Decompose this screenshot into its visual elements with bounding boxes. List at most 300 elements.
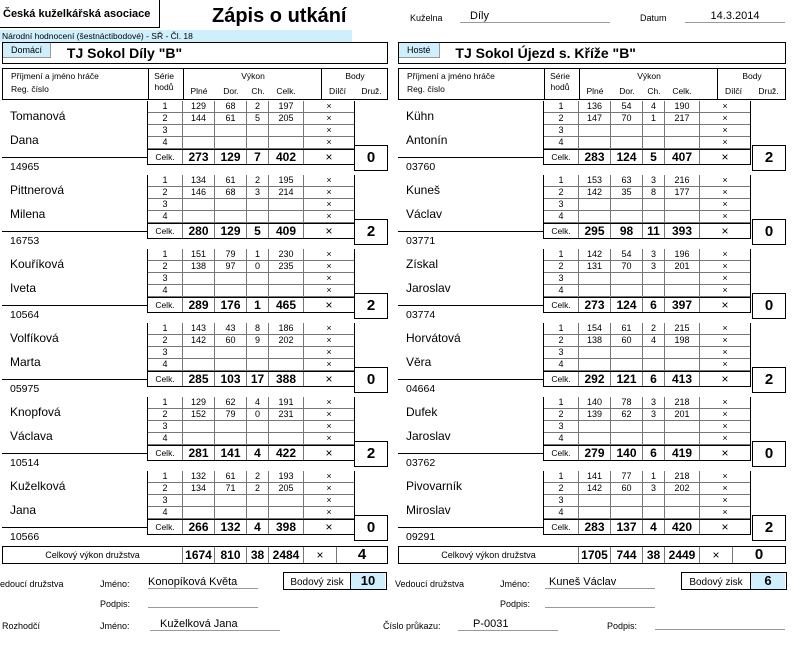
series-num: 2 bbox=[148, 409, 183, 420]
player-block bbox=[398, 101, 786, 173]
player-reg-number: 09291 bbox=[406, 531, 436, 543]
plne-cell[interactable]: 134 bbox=[183, 175, 215, 186]
total-dor: 124 bbox=[611, 150, 643, 164]
home-total-plne: 1674 bbox=[183, 547, 215, 563]
dor-cell[interactable]: 60 bbox=[611, 335, 643, 346]
plne-cell[interactable] bbox=[183, 347, 215, 358]
celk-cell[interactable]: 202 bbox=[665, 483, 700, 494]
dilci-x: × bbox=[722, 347, 728, 357]
celk-cell[interactable] bbox=[665, 137, 700, 148]
celk-cell[interactable]: 217 bbox=[665, 113, 700, 124]
ch-cell[interactable]: 0 bbox=[247, 261, 269, 272]
celk-cell[interactable] bbox=[665, 507, 700, 518]
celk-cell[interactable]: 230 bbox=[269, 249, 304, 260]
celk-cell[interactable]: 216 bbox=[665, 175, 700, 186]
header-serie1: Série bbox=[154, 71, 174, 81]
total-x: × bbox=[325, 224, 333, 238]
ch-cell[interactable] bbox=[247, 495, 269, 506]
dor-cell[interactable]: 78 bbox=[611, 397, 643, 408]
referee-signature-field[interactable] bbox=[655, 620, 785, 630]
row-separator bbox=[2, 231, 147, 232]
dor-cell[interactable]: 62 bbox=[215, 397, 247, 408]
dor-cell[interactable]: 62 bbox=[611, 409, 643, 420]
ch-cell[interactable]: 2 bbox=[247, 175, 269, 186]
ch-cell[interactable]: 1 bbox=[643, 471, 665, 482]
series-row bbox=[148, 335, 354, 347]
away-total-dor: 744 bbox=[611, 547, 643, 563]
celk-cell[interactable]: 177 bbox=[665, 187, 700, 198]
ch-cell[interactable] bbox=[247, 273, 269, 284]
celk-cell[interactable]: 214 bbox=[269, 187, 304, 198]
series-table bbox=[543, 471, 751, 535]
away-leader-field[interactable]: Kuneš Václav bbox=[545, 576, 655, 589]
date-field[interactable]: 14.3.2014 bbox=[685, 10, 785, 23]
dor-cell[interactable]: 68 bbox=[215, 187, 247, 198]
celk-cell[interactable] bbox=[269, 433, 304, 444]
celk-cell[interactable]: 201 bbox=[665, 261, 700, 272]
home-total-ch: 38 bbox=[247, 547, 269, 563]
plne-cell[interactable]: 140 bbox=[579, 397, 611, 408]
series-num: 1 bbox=[148, 397, 183, 408]
dilci-x: × bbox=[722, 335, 728, 345]
dor-cell[interactable]: 97 bbox=[215, 261, 247, 272]
dilci-x: × bbox=[326, 101, 332, 111]
celk-cell[interactable] bbox=[269, 211, 304, 222]
plne-cell[interactable] bbox=[579, 507, 611, 518]
dor-cell[interactable]: 54 bbox=[611, 101, 643, 112]
dor-cell[interactable] bbox=[215, 125, 247, 136]
dor-cell[interactable]: 77 bbox=[611, 471, 643, 482]
player-block bbox=[2, 249, 388, 321]
plne-cell[interactable]: 152 bbox=[183, 409, 215, 420]
dor-cell[interactable] bbox=[215, 507, 247, 518]
dilci-x: × bbox=[722, 175, 728, 185]
total-celk: 420 bbox=[665, 520, 700, 534]
header-dilci: Dílčí bbox=[725, 86, 742, 96]
plne-cell[interactable] bbox=[183, 507, 215, 518]
dor-cell[interactable]: 68 bbox=[215, 101, 247, 112]
plne-cell[interactable] bbox=[183, 125, 215, 136]
plne-cell[interactable]: 144 bbox=[183, 113, 215, 124]
home-tag: Domácí bbox=[3, 43, 51, 58]
celk-cell[interactable] bbox=[665, 211, 700, 222]
plne-cell[interactable]: 141 bbox=[579, 471, 611, 482]
plne-cell[interactable] bbox=[183, 421, 215, 432]
prukaz-field[interactable]: P-0031 bbox=[458, 618, 558, 631]
datum-label: Datum bbox=[640, 13, 667, 23]
ch-cell[interactable] bbox=[247, 125, 269, 136]
plne-cell[interactable] bbox=[579, 199, 611, 210]
away-signature-field[interactable] bbox=[545, 598, 655, 608]
series-num: 2 bbox=[544, 409, 579, 420]
total-ch: 4 bbox=[247, 446, 269, 460]
dor-cell[interactable] bbox=[215, 273, 247, 284]
ch-cell[interactable] bbox=[643, 421, 665, 432]
ch-cell[interactable]: 4 bbox=[643, 335, 665, 346]
dor-cell[interactable] bbox=[215, 199, 247, 210]
dor-cell[interactable] bbox=[611, 433, 643, 444]
series-num: 4 bbox=[148, 285, 183, 296]
ch-cell[interactable]: 2 bbox=[247, 483, 269, 494]
ch-cell[interactable]: 4 bbox=[643, 101, 665, 112]
dor-cell[interactable] bbox=[611, 495, 643, 506]
plne-cell[interactable]: 153 bbox=[579, 175, 611, 186]
dor-cell[interactable] bbox=[611, 273, 643, 284]
celk-cell[interactable] bbox=[665, 495, 700, 506]
header-body: Body bbox=[742, 71, 762, 81]
ch-cell[interactable] bbox=[643, 137, 665, 148]
plne-cell[interactable]: 142 bbox=[183, 335, 215, 346]
dor-cell[interactable] bbox=[611, 137, 643, 148]
celk-cell[interactable] bbox=[665, 285, 700, 296]
away-team-bar bbox=[398, 42, 786, 64]
plne-cell[interactable]: 142 bbox=[579, 249, 611, 260]
total-x: × bbox=[721, 520, 729, 534]
dilci-x: × bbox=[326, 483, 332, 493]
header-divider bbox=[183, 69, 184, 99]
ch-cell[interactable] bbox=[643, 347, 665, 358]
team-points: 2 bbox=[354, 219, 388, 245]
plne-cell[interactable]: 151 bbox=[183, 249, 215, 260]
plne-cell[interactable] bbox=[579, 273, 611, 284]
dor-cell[interactable]: 71 bbox=[215, 483, 247, 494]
plne-cell[interactable]: 143 bbox=[183, 323, 215, 334]
plne-cell[interactable] bbox=[183, 273, 215, 284]
ch-cell[interactable]: 8 bbox=[643, 187, 665, 198]
dor-cell[interactable] bbox=[215, 495, 247, 506]
celk-cell[interactable]: 193 bbox=[269, 471, 304, 482]
ch-cell[interactable]: 1 bbox=[247, 249, 269, 260]
ch-cell[interactable] bbox=[643, 495, 665, 506]
total-dor: 98 bbox=[611, 224, 643, 238]
plne-cell[interactable]: 142 bbox=[579, 187, 611, 198]
ch-cell[interactable] bbox=[643, 125, 665, 136]
total-x: × bbox=[721, 150, 729, 164]
series-num: 3 bbox=[544, 421, 579, 432]
ch-cell[interactable] bbox=[643, 433, 665, 444]
ch-cell[interactable] bbox=[643, 273, 665, 284]
player-reg-number: 10566 bbox=[10, 531, 40, 543]
celk-cell[interactable] bbox=[269, 125, 304, 136]
celk-cell[interactable] bbox=[665, 421, 700, 432]
dor-cell[interactable] bbox=[215, 359, 247, 370]
ch-cell[interactable] bbox=[643, 199, 665, 210]
plne-cell[interactable] bbox=[183, 137, 215, 148]
ch-cell[interactable] bbox=[247, 433, 269, 444]
dor-cell[interactable] bbox=[611, 199, 643, 210]
plne-cell[interactable]: 138 bbox=[579, 335, 611, 346]
celk-cell[interactable] bbox=[269, 507, 304, 518]
celk-cell[interactable] bbox=[665, 199, 700, 210]
away-leader-name-label: Jméno: bbox=[500, 579, 530, 589]
ch-cell[interactable]: 5 bbox=[247, 113, 269, 124]
plne-cell[interactable] bbox=[579, 359, 611, 370]
home-signature-label: Podpis: bbox=[100, 599, 131, 609]
ch-cell[interactable] bbox=[643, 285, 665, 296]
away-tag: Hosté bbox=[399, 43, 440, 58]
dor-cell[interactable]: 43 bbox=[215, 323, 247, 334]
ch-cell[interactable]: 4 bbox=[247, 397, 269, 408]
celk-cell[interactable] bbox=[665, 125, 700, 136]
series-num: 2 bbox=[148, 187, 183, 198]
ch-cell[interactable]: 3 bbox=[643, 175, 665, 186]
ch-cell[interactable] bbox=[247, 421, 269, 432]
plne-cell[interactable] bbox=[183, 359, 215, 370]
total-ch: 4 bbox=[247, 520, 269, 534]
home-signature-field[interactable] bbox=[148, 598, 258, 608]
header-celk: Celk. bbox=[276, 86, 296, 96]
plne-cell[interactable] bbox=[579, 125, 611, 136]
ch-cell[interactable]: 3 bbox=[643, 397, 665, 408]
ch-cell[interactable]: 2 bbox=[247, 101, 269, 112]
dilci-x: × bbox=[722, 433, 728, 443]
dor-cell[interactable]: 79 bbox=[215, 249, 247, 260]
dor-cell[interactable] bbox=[611, 125, 643, 136]
ch-cell[interactable] bbox=[643, 507, 665, 518]
dor-cell[interactable]: 63 bbox=[611, 175, 643, 186]
celk-cell[interactable] bbox=[269, 199, 304, 210]
dor-cell[interactable]: 70 bbox=[611, 261, 643, 272]
celk-cell[interactable]: 197 bbox=[269, 101, 304, 112]
dor-cell[interactable]: 60 bbox=[215, 335, 247, 346]
dor-cell[interactable]: 61 bbox=[215, 471, 247, 482]
dor-cell[interactable]: 61 bbox=[215, 113, 247, 124]
plne-cell[interactable]: 134 bbox=[183, 483, 215, 494]
total-plne: 273 bbox=[183, 150, 215, 164]
total-label: Celk. bbox=[148, 520, 183, 534]
player-firstname: Jana bbox=[10, 503, 37, 517]
total-ch: 5 bbox=[643, 150, 665, 164]
dilci-x: × bbox=[326, 421, 332, 431]
ch-cell[interactable] bbox=[247, 507, 269, 518]
celk-cell[interactable]: 191 bbox=[269, 397, 304, 408]
plne-cell[interactable] bbox=[183, 495, 215, 506]
dor-cell[interactable] bbox=[611, 359, 643, 370]
series-num: 3 bbox=[544, 347, 579, 358]
plne-cell[interactable]: 147 bbox=[579, 113, 611, 124]
celk-cell[interactable]: 215 bbox=[665, 323, 700, 334]
celk-cell[interactable] bbox=[269, 359, 304, 370]
celk-cell[interactable]: 190 bbox=[665, 101, 700, 112]
series-table bbox=[543, 323, 751, 387]
plne-cell[interactable]: 142 bbox=[579, 483, 611, 494]
series-table bbox=[147, 471, 355, 535]
celk-cell[interactable]: 205 bbox=[269, 483, 304, 494]
dor-cell[interactable] bbox=[611, 507, 643, 518]
plne-cell[interactable] bbox=[579, 495, 611, 506]
dor-cell[interactable] bbox=[215, 211, 247, 222]
series-num: 1 bbox=[544, 471, 579, 482]
player-firstname: Antonín bbox=[406, 133, 448, 147]
plne-cell[interactable] bbox=[183, 199, 215, 210]
series-table bbox=[147, 175, 355, 239]
dor-cell[interactable]: 70 bbox=[611, 113, 643, 124]
plne-cell[interactable]: 138 bbox=[183, 261, 215, 272]
plne-cell[interactable]: 129 bbox=[183, 101, 215, 112]
series-num: 2 bbox=[544, 483, 579, 494]
dilci-x: × bbox=[722, 495, 728, 505]
dilci-x: × bbox=[722, 187, 728, 197]
series-row bbox=[148, 187, 354, 199]
home-leader-label: edoucí družstva bbox=[0, 579, 64, 589]
celk-cell[interactable]: 205 bbox=[269, 113, 304, 124]
dilci-x: × bbox=[326, 285, 332, 295]
plne-cell[interactable] bbox=[579, 211, 611, 222]
celk-cell[interactable]: 235 bbox=[269, 261, 304, 272]
player-reg-number: 03771 bbox=[406, 235, 436, 247]
referee-field[interactable]: Kuželková Jana bbox=[150, 618, 280, 631]
dor-cell[interactable] bbox=[215, 421, 247, 432]
dilci-x: × bbox=[326, 211, 332, 221]
celk-cell[interactable] bbox=[665, 433, 700, 444]
ch-cell[interactable] bbox=[643, 359, 665, 370]
ch-cell[interactable]: 2 bbox=[643, 323, 665, 334]
celk-cell[interactable]: 218 bbox=[665, 471, 700, 482]
series-row bbox=[148, 359, 354, 371]
ch-cell[interactable]: 9 bbox=[247, 335, 269, 346]
ch-cell[interactable] bbox=[247, 137, 269, 148]
ch-cell[interactable]: 3 bbox=[247, 187, 269, 198]
home-bodovy-zisk bbox=[283, 572, 387, 590]
series-num: 3 bbox=[148, 273, 183, 284]
plne-cell[interactable] bbox=[579, 347, 611, 358]
plne-cell[interactable] bbox=[579, 421, 611, 432]
plne-cell[interactable] bbox=[183, 285, 215, 296]
plne-cell[interactable]: 139 bbox=[579, 409, 611, 420]
series-row bbox=[148, 347, 354, 359]
series-row bbox=[544, 249, 750, 261]
celk-cell[interactable] bbox=[665, 273, 700, 284]
plne-cell[interactable] bbox=[579, 433, 611, 444]
home-leader-field[interactable]: Konopíková Květa bbox=[148, 576, 258, 589]
total-x: × bbox=[325, 298, 333, 312]
plne-cell[interactable] bbox=[183, 433, 215, 444]
dilci-x: × bbox=[722, 323, 728, 333]
ch-cell[interactable]: 3 bbox=[643, 249, 665, 260]
ch-cell[interactable]: 8 bbox=[247, 323, 269, 334]
player-reg-number: 04664 bbox=[406, 383, 436, 395]
ch-cell[interactable] bbox=[247, 359, 269, 370]
dilci-x: × bbox=[326, 175, 332, 185]
plne-cell[interactable]: 154 bbox=[579, 323, 611, 334]
plne-cell[interactable]: 146 bbox=[183, 187, 215, 198]
total-label: Celk. bbox=[544, 446, 579, 460]
dor-cell[interactable] bbox=[215, 347, 247, 358]
dilci-x: × bbox=[722, 483, 728, 493]
series-num: 2 bbox=[148, 261, 183, 272]
celk-cell[interactable] bbox=[269, 137, 304, 148]
total-celk: 409 bbox=[269, 224, 304, 238]
plne-cell[interactable]: 136 bbox=[579, 101, 611, 112]
celk-cell[interactable]: 201 bbox=[665, 409, 700, 420]
celk-cell[interactable]: 195 bbox=[269, 175, 304, 186]
celk-cell[interactable] bbox=[269, 347, 304, 358]
celk-cell[interactable] bbox=[269, 285, 304, 296]
series-num: 1 bbox=[544, 323, 579, 334]
total-dor: 103 bbox=[215, 372, 247, 386]
ch-cell[interactable]: 3 bbox=[643, 261, 665, 272]
dor-cell[interactable]: 79 bbox=[215, 409, 247, 420]
dor-cell[interactable] bbox=[611, 211, 643, 222]
celk-cell[interactable] bbox=[269, 421, 304, 432]
away-total-x: × bbox=[700, 547, 733, 563]
ch-cell[interactable]: 3 bbox=[643, 409, 665, 420]
kuzelna-label: Kuželna bbox=[410, 13, 443, 23]
plne-cell[interactable]: 129 bbox=[183, 397, 215, 408]
total-row bbox=[544, 223, 750, 239]
dor-cell[interactable] bbox=[215, 137, 247, 148]
ch-cell[interactable] bbox=[247, 347, 269, 358]
celk-cell[interactable]: 218 bbox=[665, 397, 700, 408]
total-x: × bbox=[325, 150, 333, 164]
total-label: Celk. bbox=[148, 372, 183, 386]
dor-cell[interactable] bbox=[611, 421, 643, 432]
plne-cell[interactable] bbox=[579, 137, 611, 148]
celk-cell[interactable]: 186 bbox=[269, 323, 304, 334]
ch-cell[interactable] bbox=[247, 285, 269, 296]
ch-cell[interactable] bbox=[643, 211, 665, 222]
dor-cell[interactable]: 61 bbox=[215, 175, 247, 186]
dor-cell[interactable] bbox=[215, 433, 247, 444]
celk-cell[interactable]: 196 bbox=[665, 249, 700, 260]
dor-cell[interactable] bbox=[611, 347, 643, 358]
ch-cell[interactable]: 0 bbox=[247, 409, 269, 420]
plne-cell[interactable] bbox=[183, 211, 215, 222]
kuzelna-field[interactable]: Díly bbox=[460, 10, 610, 23]
ch-cell[interactable] bbox=[247, 211, 269, 222]
celk-cell[interactable]: 231 bbox=[269, 409, 304, 420]
total-row bbox=[544, 297, 750, 313]
plne-cell[interactable]: 132 bbox=[183, 471, 215, 482]
total-label: Celk. bbox=[544, 372, 579, 386]
celk-cell[interactable] bbox=[665, 359, 700, 370]
celk-cell[interactable] bbox=[269, 495, 304, 506]
series-num: 4 bbox=[148, 211, 183, 222]
series-row bbox=[148, 471, 354, 483]
series-row bbox=[148, 113, 354, 125]
player-block bbox=[398, 249, 786, 321]
celk-cell[interactable] bbox=[269, 273, 304, 284]
dor-cell[interactable] bbox=[215, 285, 247, 296]
dor-cell[interactable]: 54 bbox=[611, 249, 643, 260]
series-num: 1 bbox=[148, 323, 183, 334]
dor-cell[interactable]: 60 bbox=[611, 483, 643, 494]
series-num: 4 bbox=[544, 507, 579, 518]
dilci-x: × bbox=[326, 249, 332, 259]
team-points: 0 bbox=[354, 145, 388, 171]
ch-cell[interactable]: 3 bbox=[643, 483, 665, 494]
ch-cell[interactable] bbox=[247, 199, 269, 210]
ch-cell[interactable]: 2 bbox=[247, 471, 269, 482]
ch-cell[interactable]: 1 bbox=[643, 113, 665, 124]
series-num: 3 bbox=[148, 347, 183, 358]
series-table bbox=[147, 249, 355, 313]
player-surname: Získal bbox=[406, 257, 439, 271]
dor-cell[interactable]: 35 bbox=[611, 187, 643, 198]
total-plne: 283 bbox=[579, 520, 611, 534]
dor-cell[interactable] bbox=[611, 285, 643, 296]
celk-cell[interactable]: 198 bbox=[665, 335, 700, 346]
header-dor: Dor. bbox=[223, 86, 239, 96]
celk-cell[interactable]: 202 bbox=[269, 335, 304, 346]
player-surname: Pivovarník bbox=[406, 479, 463, 493]
celk-cell[interactable] bbox=[665, 347, 700, 358]
row-separator bbox=[2, 527, 147, 528]
dor-cell[interactable]: 61 bbox=[611, 323, 643, 334]
plne-cell[interactable]: 131 bbox=[579, 261, 611, 272]
plne-cell[interactable] bbox=[579, 285, 611, 296]
total-celk: 419 bbox=[665, 446, 700, 460]
